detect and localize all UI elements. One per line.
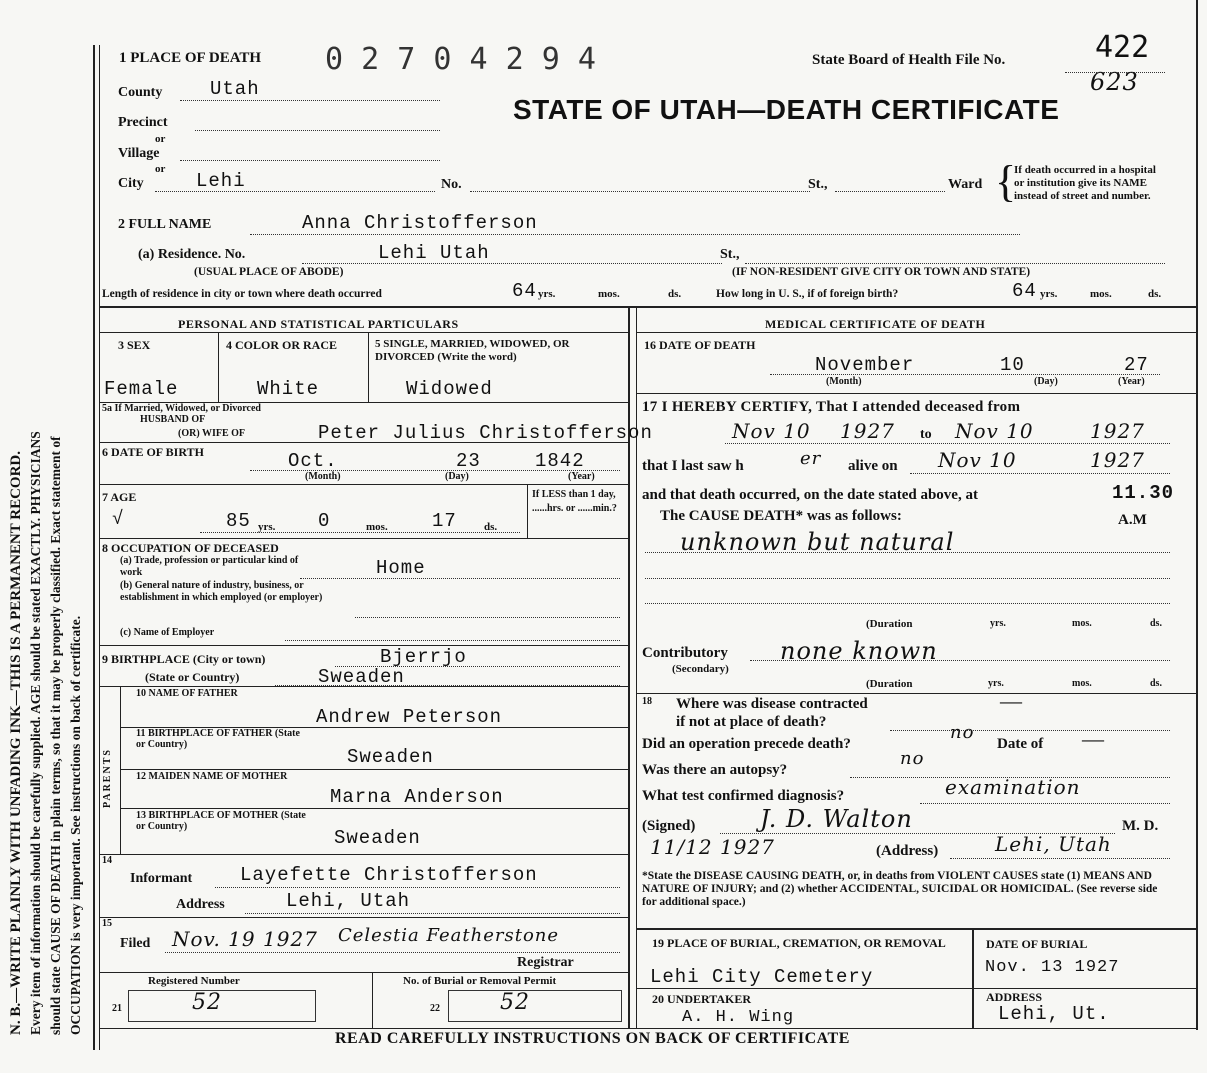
item-14: 14	[102, 855, 112, 866]
to-label: to	[920, 427, 932, 442]
item-18: 18	[642, 696, 652, 707]
death-time: 11.30	[1112, 482, 1175, 504]
attend-from: Nov 10	[732, 419, 811, 443]
autopsy-hand: no	[900, 748, 925, 769]
duration-ds-1: ds.	[1150, 618, 1162, 629]
burial-date-label: DATE OF BURIAL	[986, 937, 1088, 951]
burial-date-divider	[972, 928, 974, 1028]
filed-line	[165, 952, 620, 953]
permit-divider	[372, 972, 373, 1028]
informant-address-line	[245, 913, 620, 914]
operation-hand: no	[950, 722, 975, 743]
file-no-label: State Board of Health File No.	[812, 52, 1006, 68]
place-of-death-label: 1 PLACE OF DEATH	[119, 50, 262, 66]
full-name-value: Anna Christofferson	[302, 212, 538, 234]
section-top-line	[99, 306, 1196, 308]
age-yrs: 85	[226, 510, 251, 532]
med-line-19	[636, 928, 1196, 930]
residence-st-label: St.,	[720, 247, 740, 262]
duration-mos-2: mos.	[1072, 678, 1092, 689]
occupation-c-label: (c) Name of Employer	[120, 627, 215, 638]
row-line-14	[99, 854, 628, 855]
spouse-value: Peter Julius Christofferson	[318, 422, 653, 444]
burial-label: 19 PLACE OF BURIAL, CREMATION, OR REMOVAL	[652, 936, 946, 950]
birthplace-label: 9 BIRTHPLACE (City or town)	[102, 652, 266, 666]
cause-line-3	[645, 603, 1170, 604]
marital-value: Widowed	[406, 378, 493, 400]
last-seen: Nov 10	[938, 448, 1017, 472]
spouse-label-1: 5a If Married, Widowed, or Divorced	[102, 403, 261, 414]
death-year: 27	[1124, 354, 1149, 376]
no-label: No.	[441, 177, 462, 192]
signer-hand: J. D. Walton	[760, 805, 913, 833]
residence-line	[302, 263, 722, 264]
center-divider-2	[636, 306, 637, 1028]
residence-value: Lehi Utah	[378, 242, 490, 264]
certify-line-1: 17 I HEREBY CERTIFY, That I attended deceased from	[642, 399, 1021, 415]
death-day: 10	[1000, 354, 1025, 376]
hospital-note: If death occurred in a hospital or institution give its NAME instead of street and number.	[1014, 164, 1156, 202]
contributory-label: Contributory	[642, 645, 728, 661]
nonresident-note: (IF NON-RESIDENT GIVE CITY OR TOWN AND STATE)	[732, 266, 1031, 278]
color-value: White	[257, 378, 320, 400]
operation-label: Did an operation precede death?	[642, 736, 851, 752]
occupation-c-line	[285, 640, 620, 641]
burial-address-label: ADDRESS	[986, 990, 1043, 1004]
med-line-18	[636, 693, 1196, 694]
st-line	[835, 191, 945, 192]
death-month: November	[815, 354, 915, 376]
registrar-label: Registrar	[517, 955, 574, 970]
city-line	[155, 191, 435, 192]
residence-label: (a) Residence. No.	[138, 247, 246, 262]
father-bp-value: Sweaden	[347, 746, 434, 768]
autopsy-label: Was there an autopsy?	[642, 762, 788, 778]
age-less-divider	[527, 484, 528, 538]
row-line-9	[99, 645, 628, 646]
occupation-line	[300, 578, 620, 579]
alive-on-label: alive on	[848, 458, 898, 474]
left-border-2	[99, 45, 100, 1050]
attend-line	[725, 443, 1170, 444]
row-line-10	[99, 686, 628, 687]
us-ds-unit: ds.	[1148, 288, 1162, 300]
dob-day: 23	[456, 450, 481, 472]
test-hand: examination	[945, 775, 1081, 799]
county-line	[180, 100, 440, 101]
ward-label: Ward	[948, 177, 983, 192]
age-ds-unit: ds.	[484, 521, 498, 533]
informant-line	[215, 887, 620, 888]
certificate-number: 0 2 7 0 4 2 9 4	[325, 42, 596, 77]
residence-st-line	[745, 263, 1165, 264]
secondary-label: (Secondary)	[672, 663, 729, 675]
signed-address-hand: Lehi, Utah	[995, 832, 1112, 856]
row-line-8	[99, 538, 628, 539]
death-date-label: 16 DATE OF DEATH	[644, 338, 756, 352]
item-22: 22	[430, 1003, 440, 1014]
spouse-label-3: (OR) WIFE OF	[178, 428, 246, 439]
occupation-a-label: (a) Trade, profession or particular kind of work	[120, 555, 299, 578]
signed-label: (Signed)	[642, 818, 696, 834]
registrar-signature: Celestia Featherstone	[338, 925, 560, 946]
marital-label: 5 SINGLE, MARRIED, WIDOWED, OR DIVORCED (Write the word)	[375, 338, 570, 363]
med-line-20	[636, 988, 1196, 989]
parents-divider	[120, 686, 121, 854]
last-seen-year: 1927	[1090, 448, 1145, 472]
side-line-1: N. B.—WRITE PLAINLY WITH UNFADING INK—THIS IS A PERMANENT RECORD.	[8, 451, 24, 1035]
us-label: How long in U. S., if of foreign birth?	[716, 288, 899, 300]
informant-value: Layefette Christofferson	[240, 864, 538, 886]
dob-month-cap: (Month)	[305, 471, 341, 482]
dob-month: Oct.	[288, 450, 338, 472]
death-month-cap: (Month)	[826, 376, 862, 387]
side-line-3: should state CAUSE OF DEATH in plain terms, so that it may be properly classified. Exact statement of	[48, 436, 63, 1035]
length-yrs: 64	[512, 280, 537, 302]
side-line-2: Every item of information should be carefully supplied. AGE should be stated EXACTLY. PHYSICIANS	[28, 431, 43, 1035]
informant-address-value: Lehi, Utah	[286, 890, 411, 912]
medical-section-title: MEDICAL CERTIFICATE OF DEATH	[765, 317, 986, 331]
signed-address-label: (Address)	[876, 843, 939, 859]
item-15: 15	[102, 918, 112, 929]
attend-to-year: 1927	[1090, 419, 1145, 443]
age-mos: 0	[318, 510, 331, 532]
cause-line-1	[645, 552, 1170, 553]
signed-date-hand: 11/12 1927	[650, 835, 775, 859]
burial-address-value: Lehi, Ut.	[998, 1003, 1110, 1025]
dob-day-cap: (Day)	[445, 471, 469, 482]
contributory-line	[750, 660, 1170, 661]
row-line-13	[120, 808, 628, 809]
us-yrs: 64	[1012, 280, 1037, 302]
city-label: City	[118, 176, 144, 191]
reg-no-label: Registered Number	[148, 975, 240, 987]
where-label-2: if not at place of death?	[676, 714, 827, 730]
occupation-b-line	[355, 617, 620, 618]
birthplace-country: Sweaden	[318, 666, 405, 688]
row-line-15	[99, 917, 628, 918]
date-of-label: Date of	[997, 736, 1044, 752]
side-line-4: OCCUPATION is very important. See instructions on back of certificate.	[68, 615, 83, 1035]
certificate-title: STATE OF UTAH—DEATH CERTIFICATE	[513, 94, 1060, 125]
city-value: Lehi	[196, 170, 246, 192]
occupation-value: Home	[376, 557, 426, 579]
spouse-label-2: HUSBAND OF	[140, 414, 206, 425]
attend-to: Nov 10	[955, 419, 1034, 443]
filed-hand: Nov. 19 1927	[172, 927, 318, 951]
occupation-label: 8 OCCUPATION OF DECEASED	[102, 541, 279, 555]
center-divider	[628, 306, 630, 1028]
duration-yrs-2: yrs.	[988, 678, 1004, 689]
usual-abode-note: (USUAL PLACE OF ABODE)	[194, 266, 344, 278]
sex-value: Female	[104, 378, 179, 400]
parents-label: PARENTS	[102, 748, 113, 808]
med-line-17	[636, 393, 1196, 394]
us-mos-unit: mos.	[1090, 288, 1112, 300]
age-line	[200, 532, 520, 533]
cause-hand: unknown but natural	[680, 528, 955, 556]
her-hand: er	[800, 448, 822, 469]
footer-instructions: READ CAREFULLY INSTRUCTIONS ON BACK OF CERTIFICATE	[335, 1030, 850, 1047]
item-21: 21	[112, 1003, 122, 1014]
informant-label: Informant	[130, 871, 193, 886]
death-year-cap: (Year)	[1118, 376, 1145, 387]
age-ds: 17	[432, 510, 457, 532]
duration-label-1: (Duration	[866, 618, 913, 630]
or-1: or	[155, 133, 166, 145]
where-line	[890, 730, 1170, 731]
row-line-7	[99, 484, 628, 485]
test-label: What test confirmed diagnosis?	[642, 788, 845, 804]
file-no-hand: 623	[1090, 68, 1139, 96]
cause-label: The CAUSE DEATH* was as follows:	[660, 508, 902, 524]
length-mos-unit: mos.	[598, 288, 620, 300]
age-label: 7 AGE	[102, 490, 137, 504]
duration-ds-2: ds.	[1150, 678, 1162, 689]
mother-label: 12 MAIDEN NAME OF MOTHER	[136, 771, 288, 782]
duration-yrs-1: yrs.	[990, 618, 1006, 629]
st-label: St.,	[808, 177, 828, 192]
or-2: or	[155, 163, 166, 175]
death-date-line	[770, 374, 1160, 375]
cause-line-2	[645, 578, 1170, 579]
file-no-line	[1065, 72, 1165, 73]
reg-no-value: 52	[192, 990, 222, 1015]
dob-label: 6 DATE OF BIRTH	[102, 445, 204, 459]
footnote: *State the DISEASE CAUSING DEATH, or, in deaths from VIOLENT CAUSES state (1) MEANS AND NATURE OF INJURY; and (2) whether ACCIDENTAL, SUICIDAL OR HOMICIDAL. (See reverse side for additional space.)	[642, 870, 1158, 908]
row-line-12	[120, 769, 628, 770]
us-yrs-unit: yrs.	[1040, 288, 1058, 300]
contributory-hand: none known	[780, 637, 938, 665]
personal-section-title: PERSONAL AND STATISTICAL PARTICULARS	[178, 317, 459, 331]
am-label: A.M	[1118, 512, 1147, 528]
date-of-dash: —	[1082, 726, 1104, 751]
row-line-16	[99, 972, 628, 973]
length-ds-unit: ds.	[668, 288, 682, 300]
village-label: Village	[118, 146, 160, 161]
sex-label: 3 SEX	[118, 338, 151, 352]
occupation-b-label: (b) General nature of industry, business, or establishment in which employed (or employer)	[120, 580, 323, 603]
undertaker-label: 20 UNDERTAKER	[652, 992, 752, 1006]
father-label: 10 NAME OF FATHER	[136, 688, 238, 699]
county-label: County	[118, 85, 163, 100]
less-than-label: If LESS than 1 day, ......hrs. or ......min.?	[532, 489, 617, 514]
age-yrs-unit: yrs.	[258, 521, 276, 533]
row-line-6	[99, 442, 628, 443]
full-name-label: 2 FULL NAME	[118, 217, 212, 232]
duration-label-2: (Duration	[866, 678, 913, 690]
burial-permit-box	[448, 990, 622, 1022]
age-mos-unit: mos.	[366, 521, 388, 533]
precinct-line	[195, 130, 440, 131]
burial-permit-value: 52	[500, 990, 530, 1015]
filed-label: Filed	[120, 936, 151, 951]
left-border	[93, 45, 95, 1050]
dob-year-cap: (Year)	[568, 471, 595, 482]
right-border	[1196, 0, 1198, 1030]
length-yrs-unit: yrs.	[538, 288, 556, 300]
mother-bp-label: 13 BIRTHPLACE OF MOTHER (State or Country)	[136, 810, 306, 832]
color-label: 4 COLOR OR RACE	[226, 338, 338, 352]
burial-permit-label: No. of Burial or Removal Permit	[403, 975, 557, 987]
where-dash: —	[1000, 688, 1022, 713]
side-instructions	[6, 431, 86, 1035]
length-label: Length of residence in city or town where death occurred	[102, 288, 382, 300]
birthplace-city: Bjerrjo	[380, 646, 467, 668]
last-seen-line	[910, 473, 1170, 474]
certify-line-3: and that death occurred, on the date stated above, at	[642, 487, 978, 503]
certify-line-2: that I last saw h	[642, 458, 744, 474]
death-day-cap: (Day)	[1034, 376, 1058, 387]
burial-value: Lehi City Cemetery	[650, 966, 874, 988]
no-line	[470, 191, 810, 192]
burial-date-value: Nov. 13 1927	[985, 958, 1120, 977]
informant-address-label: Address	[176, 897, 225, 912]
undertaker-value: A. H. Wing	[682, 1008, 795, 1027]
personal-head-line	[99, 332, 628, 333]
birthplace-state-label: (State or Country)	[145, 670, 240, 684]
file-no: 422	[1095, 30, 1150, 65]
father-value: Andrew Peterson	[316, 706, 503, 728]
precinct-label: Precinct	[118, 115, 168, 130]
md-label: M. D.	[1122, 818, 1159, 834]
hospital-brace: {	[995, 157, 1017, 206]
duration-mos-1: mos.	[1072, 618, 1092, 629]
dob-year: 1842	[535, 450, 585, 472]
full-name-line	[250, 234, 1020, 235]
color-divider	[368, 332, 369, 402]
mother-bp-value: Sweaden	[334, 827, 421, 849]
sex-divider	[218, 332, 219, 402]
village-line	[180, 160, 440, 161]
county-value: Utah	[210, 78, 260, 100]
signed-address-line	[950, 858, 1170, 859]
father-bp-label: 11 BIRTHPLACE OF FATHER (State or Country)	[136, 728, 300, 750]
test-line	[920, 803, 1170, 804]
where-label-1: Where was disease contracted	[676, 696, 868, 712]
reg-no-box	[128, 990, 316, 1022]
attend-from-year: 1927	[840, 419, 895, 443]
bottom-border	[99, 1028, 1196, 1029]
mother-value: Marna Anderson	[330, 786, 504, 808]
medical-head-line	[636, 332, 1196, 333]
age-check: √	[112, 508, 125, 530]
